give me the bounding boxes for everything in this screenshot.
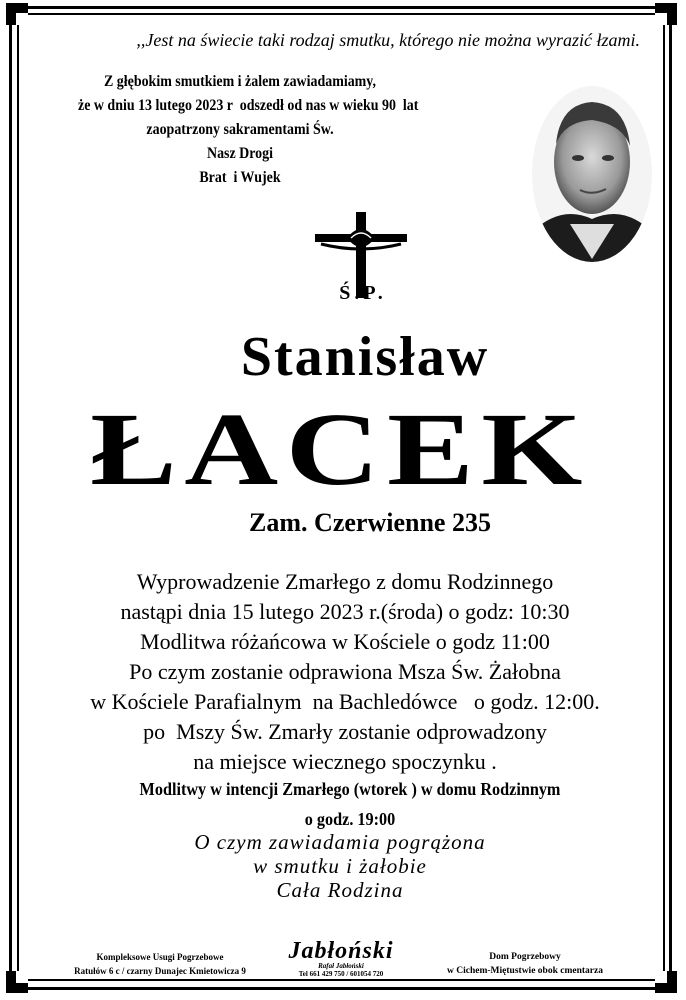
corner-ornament: [6, 3, 28, 25]
funeral-details: [40, 567, 650, 777]
intro-line: Z głębokim smutkiem i żalem zawiadamiamy,: [103, 73, 377, 90]
portrait-photo: [530, 84, 654, 264]
funeral-home-logo: [266, 940, 416, 979]
funeral-line: na miejsce wiecznego spoczynku .: [193, 749, 497, 774]
intro-line: Nasz Drogi: [206, 145, 274, 162]
family-signature: [110, 830, 570, 902]
footer-services-title: Kompleksowe Usugi Pogrzebowe: [96, 952, 224, 962]
intro-line: że w dniu 13 lutego 2023 r odszedł od nas w wieku 90 lat: [78, 97, 419, 114]
footer-home-location: w Cichem-Miętustwie obok cmentarza: [447, 966, 603, 976]
corner-ornament: [655, 971, 677, 993]
intro-line: Brat i Wujek: [199, 169, 281, 186]
epigraph-quote: ,,Jest na świecie taki rodzaj smutku, którego nie można wyrazić łzami.: [136, 30, 640, 50]
prayer-line: o godz. 19:00: [304, 809, 396, 829]
sp-abbreviation: Ś.P.: [339, 282, 387, 304]
family-line: w smutku i żałobie: [253, 854, 427, 878]
footer-home-title: Dom Pogrzebowy: [489, 952, 561, 962]
funeral-line: w Kościele Parafialnym na Bachledówce o godz. 12:00.: [90, 689, 600, 714]
funeral-line: Wyprowadzenie Zmarłego z domu Rodzinnego: [136, 569, 554, 594]
deceased-surname: ŁACEK: [90, 392, 590, 507]
funeral-line: po Mszy Św. Zmarły zostanie odprowadzony: [143, 719, 547, 744]
prayer-notice: [116, 774, 584, 834]
family-line: O czym zawiadamia pogrążona: [194, 830, 486, 854]
intro-line: zaopatrzony sakramentami Św.: [146, 121, 334, 138]
brand-owner: Rafał Jabłoński: [318, 962, 364, 970]
corner-ornament: [655, 3, 677, 25]
funeral-line: Modlitwa różańcowa w Kościele o godz 11:00: [140, 629, 550, 654]
funeral-line: Po czym zostanie odprawiona Msza Św. Żałobna: [129, 659, 561, 684]
family-line: Cała Rodzina: [276, 878, 404, 902]
footer-services-address: Ratułów 6 c / czarny Dunajec Kmietowicza 9: [74, 966, 246, 976]
footer-funeral-home: [420, 950, 630, 978]
corner-ornament: [6, 971, 28, 993]
funeral-line: nastąpi dnia 15 lutego 2023 r.(środa) o godz: 10:30: [120, 599, 570, 624]
intro-announcement: [78, 70, 419, 190]
brand-phone: Tel 661 429 750 / 601054 720: [298, 970, 384, 978]
brand-name: Jabłoński: [288, 938, 394, 964]
footer-services: [60, 950, 260, 978]
deceased-first-name: Stanisław: [240, 326, 490, 388]
prayer-line: Modlitwy w intencji Zmarłego (wtorek ) w domu Rodzinnym: [139, 779, 561, 799]
deceased-address: Zam. Czerwienne 235: [249, 508, 491, 537]
